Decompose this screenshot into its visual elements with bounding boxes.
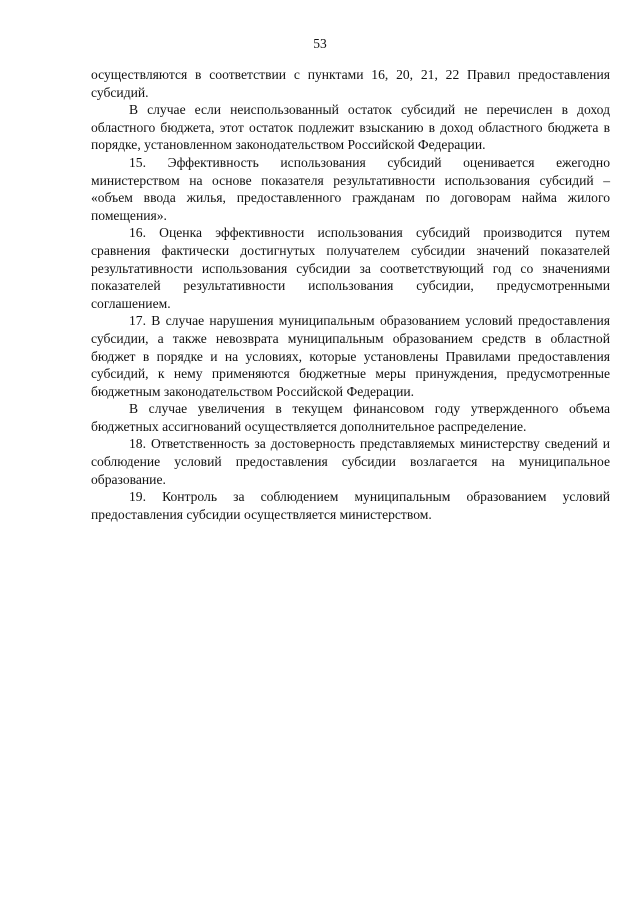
paragraph-item-18: 18. Ответственность за достоверность представляемых министерству сведений и соблюдение условий предоставления субсидии возлагается на муниципальное образование. — [91, 436, 610, 487]
page-number: 53 — [313, 36, 327, 51]
paragraph-additional-distribution: В случае увеличения в текущем финансовом году утвержденного объема бюджетных ассигнований осуществляется дополнительное распределение. — [91, 401, 610, 434]
paragraph-continuation: осуществляются в соответствии с пунктами 16, 20, 21, 22 Правил предоставления субсидий. — [91, 67, 610, 100]
paragraph-item-16: 16. Оценка эффективности использования субсидий производится путем сравнения фактически достигнутых получателем субсидии значений показателей результативности использования субсидии за соответствующий год со значениями показателей результативности использования субсидии, предусмотренными соглашением. — [91, 225, 610, 311]
paragraph-item-17: 17. В случае нарушения муниципальным образованием условий предоставления субсидии, а также невозврата муниципальным образованием средств в областной бюджет в порядке и на условиях, которые установлены Правилами предоставления субсидий, к нему применяются бюджетные меры принуждения, предусмотренные бюджетным законодательством Российской Федерации. — [91, 313, 610, 399]
paragraph-item-19: 19. Контроль за соблюдением муниципальным образованием условий предоставления субсидии осуществляется министерством. — [91, 489, 610, 522]
document-body — [91, 66, 610, 523]
paragraph-unspent-balance: В случае если неиспользованный остаток субсидий не перечислен в доход областного бюджета, этот остаток подлежит взысканию в доход областного бюджета в порядке, установленном законодательством Российской Федерации. — [91, 102, 610, 153]
paragraph-item-15: 15. Эффективность использования субсидий оценивается ежегодно министерством на основе показателя результативности использования субсидий – «объем ввода жилья, предоставленного гражданам по договорам найма жилого помещения». — [91, 154, 610, 223]
